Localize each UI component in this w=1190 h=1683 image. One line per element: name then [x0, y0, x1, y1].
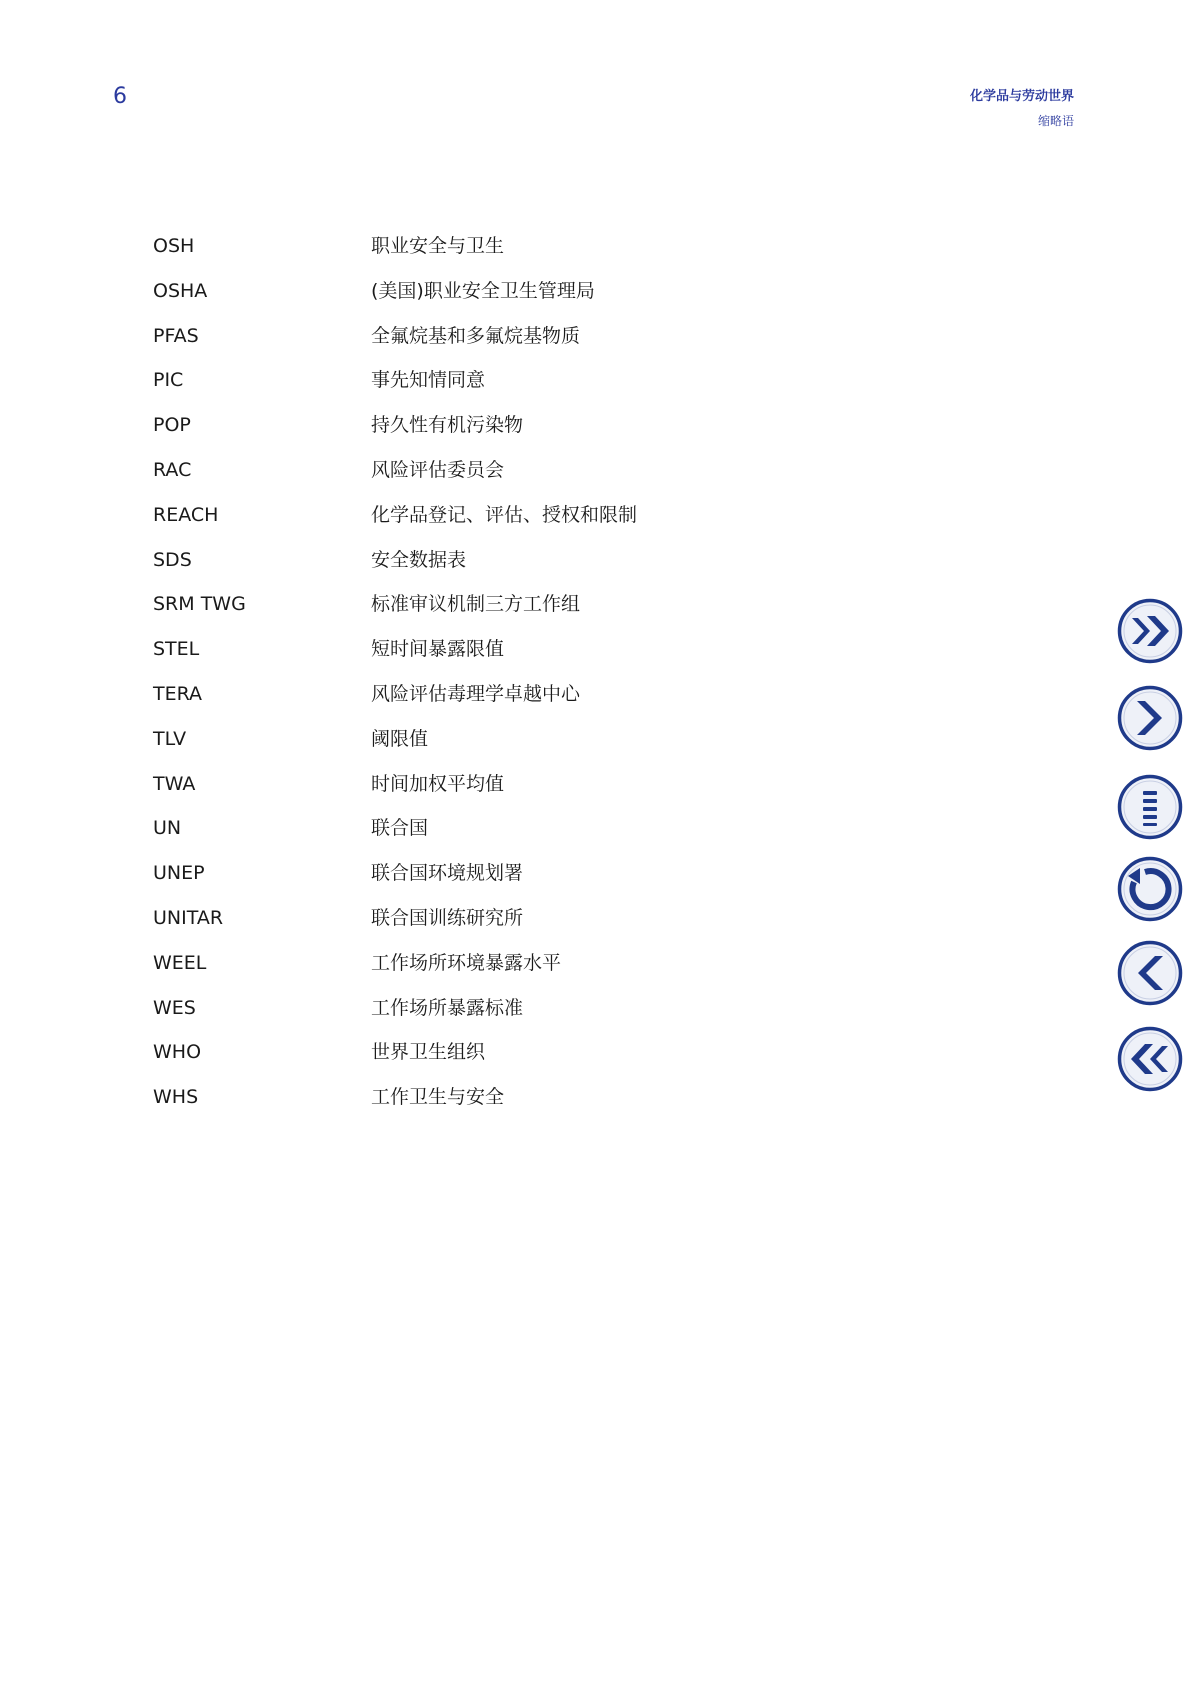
list-item [153, 235, 637, 280]
first-page-button[interactable] [1117, 1026, 1183, 1092]
abbreviation-definition: 化学品登记、评估、授权和限制 [371, 503, 638, 526]
abbreviation-term: OSHA [153, 279, 208, 302]
abbreviation-definition: 联合国环境规划署 [371, 862, 524, 885]
abbreviation-term: SRM TWG [153, 593, 246, 616]
abbreviation-term: RAC [153, 458, 192, 481]
list-item [153, 638, 637, 683]
list-item [153, 414, 637, 459]
abbreviation-term: WEEL [153, 951, 207, 974]
list-item [153, 280, 637, 325]
abbreviation-definition: 持久性有机污染物 [371, 414, 524, 437]
abbreviation-definition: 阈限值 [371, 727, 429, 750]
abbreviation-definition: 工作场所环境暴露水平 [371, 951, 562, 974]
running-header [970, 88, 1074, 130]
abbreviation-list [153, 235, 637, 1131]
abbreviation-definition: 安全数据表 [371, 548, 467, 571]
chevron-right-icon [1117, 685, 1183, 751]
list-item [153, 952, 637, 997]
abbreviation-term: STEL [153, 638, 200, 661]
list-item [153, 504, 637, 549]
abbreviation-definition: (美国)职业安全卫生管理局 [371, 279, 595, 302]
list-item [153, 862, 637, 907]
abbreviation-term: TERA [153, 682, 203, 705]
abbreviation-definition: 工作场所暴露标准 [371, 996, 524, 1019]
abbreviation-definition: 风险评估毒理学卓越中心 [371, 682, 581, 705]
list-item [153, 907, 637, 952]
list-item [153, 593, 637, 638]
back-button[interactable] [1117, 856, 1183, 922]
abbreviation-term: UNEP [153, 862, 205, 885]
list-item [153, 459, 637, 504]
next-page-button[interactable] [1117, 685, 1183, 751]
abbreviation-definition: 时间加权平均值 [371, 772, 505, 795]
list-item [153, 683, 637, 728]
list-item [153, 369, 637, 414]
abbreviation-term: UNITAR [153, 906, 224, 929]
abbreviation-definition: 全氟烷基和多氟烷基物质 [371, 324, 581, 347]
abbreviation-term: TWA [153, 772, 196, 795]
menu-icon [1117, 774, 1183, 840]
page-number: 6 [113, 84, 127, 109]
abbreviation-term: TLV [153, 727, 187, 750]
list-item [153, 1041, 637, 1086]
list-item [153, 997, 637, 1042]
double-chevron-left-icon [1117, 1026, 1183, 1092]
abbreviation-definition: 职业安全与卫生 [371, 235, 505, 257]
abbreviation-term: UN [153, 817, 182, 840]
abbreviation-term: REACH [153, 503, 219, 526]
list-item [153, 1086, 637, 1131]
abbreviation-term: WES [153, 996, 196, 1019]
abbreviation-definition: 风险评估委员会 [371, 458, 505, 481]
abbreviation-definition: 世界卫生组织 [371, 1041, 486, 1064]
abbreviation-definition: 工作卫生与安全 [371, 1086, 505, 1109]
abbreviation-term: WHS [153, 1086, 199, 1109]
abbreviation-term: POP [153, 414, 191, 437]
contents-menu-button[interactable] [1117, 774, 1183, 840]
abbreviation-definition: 联合国 [371, 817, 429, 840]
abbreviation-term: OSH [153, 235, 195, 257]
abbreviation-definition: 事先知情同意 [371, 369, 486, 392]
last-page-button[interactable] [1117, 598, 1183, 664]
document-title: 化学品与劳动世界 [969, 89, 1074, 104]
list-item [153, 728, 637, 773]
double-chevron-right-icon [1117, 598, 1183, 664]
abbreviation-definition: 标准审议机制三方工作组 [371, 593, 581, 616]
refresh-icon [1117, 856, 1183, 922]
abbreviation-term: WHO [153, 1041, 202, 1064]
abbreviation-term: PIC [153, 369, 184, 392]
previous-page-button[interactable] [1117, 940, 1183, 1006]
list-item [153, 325, 637, 370]
list-item [153, 549, 637, 594]
abbreviation-definition: 短时间暴露限值 [371, 638, 505, 661]
abbreviation-definition: 联合国训练研究所 [371, 906, 524, 929]
section-title: 缩略语 [1037, 114, 1074, 128]
list-item [153, 817, 637, 862]
list-item [153, 773, 637, 818]
abbreviation-term: PFAS [153, 324, 199, 347]
abbreviation-term: SDS [153, 548, 192, 571]
chevron-left-icon [1117, 940, 1183, 1006]
